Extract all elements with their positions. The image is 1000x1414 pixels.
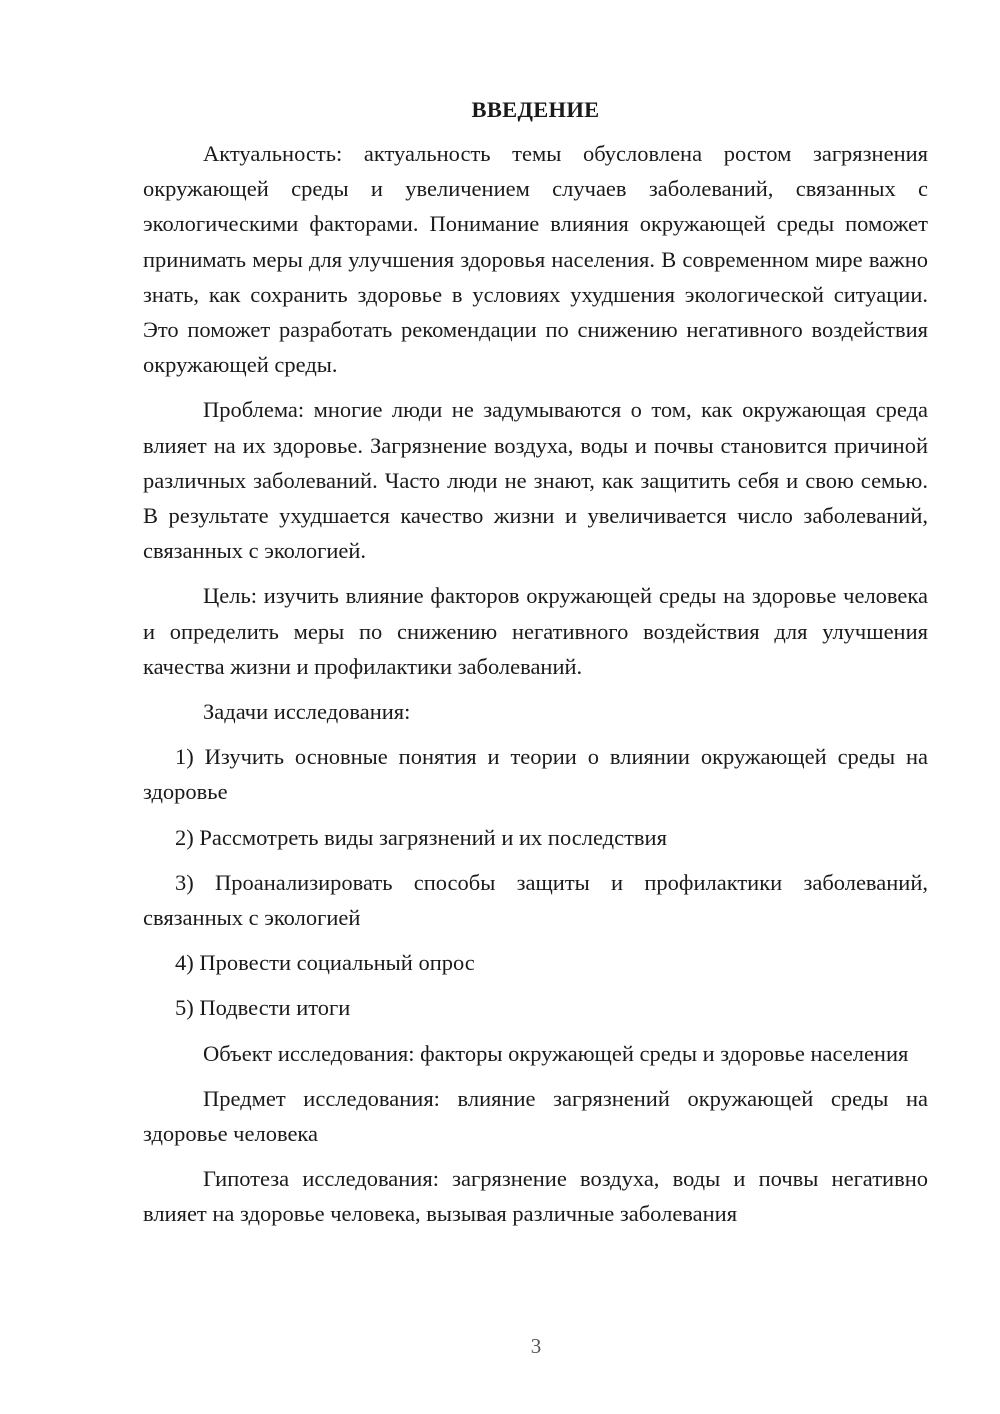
- page-content: [143, 94, 928, 1232]
- goal-paragraph: Цель: изучить влияние факторов окружающей среды на здоровье человека и определить меры по снижению негативного воздействия для улучшения качества жизни и профилактики заболеваний.: [143, 583, 928, 679]
- task-item-3: 3) Проанализировать способы защиты и профилактики заболеваний, связанных с экологией: [143, 869, 928, 931]
- task-item-4: 4) Провести социальный опрос: [175, 950, 475, 976]
- hypothesis-paragraph: Гипотеза исследования: загрязнение воздуха, воды и почвы негативно влияет на здоровье человека, вызывая различные заболевания: [143, 1166, 928, 1227]
- relevance-paragraph: Актуальность: актуальность темы обусловлена ростом загрязнения окружающей среды и увеличением случаев заболеваний, связанных с экологическими факторами. Понимание влияния окружающей среды поможет принимать меры для улучшения здоровья населения. В современном мире важно знать, как сохранить здоровье в условиях ухудшения экологической ситуации. Это поможет разработать рекомендации по снижению негативного воздействия окружающей среды.: [143, 141, 928, 378]
- task-item-2: 2) Рассмотреть виды загрязнений и их последствия: [175, 824, 667, 850]
- task-item-1: 1) Изучить основные понятия и теории о влиянии окружающей среды на здоровье: [143, 744, 928, 805]
- subject-paragraph: Предмет исследования: влияние загрязнений окружающей среды на здоровье человека: [143, 1085, 928, 1147]
- page-number: 3: [530, 1334, 542, 1358]
- page-title: ВВЕДЕНИЕ: [471, 97, 600, 122]
- object-paragraph: Объект исследования: факторы окружающей среды и здоровье населения: [203, 1040, 909, 1066]
- problem-paragraph: Проблема: многие люди не задумываются о том, как окружающая среда влияет на их здоровье. Загрязнение воздуха, воды и почвы становится причиной различных заболеваний. Часто люди не знают, как защитить себя и свою семью. В результате ухудшается качество жизни и увеличивается число заболеваний, связанных с экологией.: [143, 397, 928, 564]
- tasks-heading: Задачи исследования:: [203, 699, 411, 725]
- task-item-5: 5) Подвести итоги: [175, 995, 351, 1021]
